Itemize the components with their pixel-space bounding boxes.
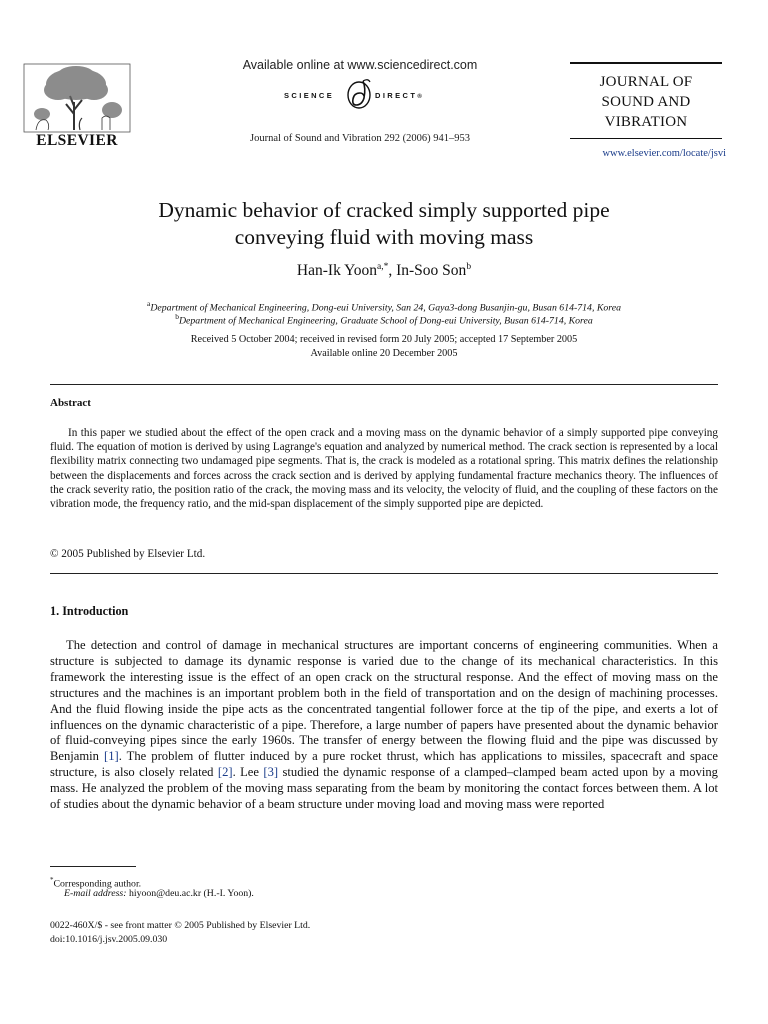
author-list: Han-Ik Yoon$^{a,*}$, In-Soo Son$^b$ — [296, 262, 472, 280]
sciencedirect-d-icon — [346, 78, 374, 112]
journal-title: JOURNAL OF SOUND AND VIBRATION — [599, 74, 693, 130]
reference-link[interactable]: [2] — [217, 765, 233, 780]
copyright-notice: © 2005 Published by Elsevier Ltd. — [50, 548, 206, 560]
publisher-wordmark: ELSEVIER — [36, 132, 118, 149]
corresponding-author-note: *Corresponding author. — [50, 876, 142, 890]
doi-line[interactable]: doi:10.1016/j.jsv.2005.09.030 — [50, 934, 168, 945]
elsevier-tree-logo-icon — [22, 62, 132, 134]
paper-title: Dynamic behavior of cracked simply supported pipe conveying fluid with moving mass — [158, 198, 610, 249]
author-name: Han-Ik Yoon — [296, 262, 378, 280]
email-note: E-mail address: hiyoon@deu.ac.kr (H.-I. Yoon). — [64, 888, 254, 899]
issn-line: 0022-460X/$ - see front matter © 2005 Published by Elsevier Ltd. — [50, 920, 311, 931]
author-name: In-Soo Son — [396, 262, 467, 280]
author-affiliation-marker: b — [466, 262, 472, 272]
abstract-text: In this paper we studied about the effect of the open crack and a moving mass on the dynamic behavior of a simply supported pipe conveying fluid. The equation of motion is derived by using Lagrange's equation and analyzed by numerical method. The crack section is represented by a local flexibility matrix connecting two undamaged pipe segments. That is, the crack is modeled as a rotational spring. This matrix defines the relationship between the displacements and forces across the crack section and is derived by applying fundamental fracture mechanics theory. The influences of the crack severity ratio, the position ratio of the crack, the moving mass and its velocity, the velocity of fluid, and the coupling of these factors on the vibration mode, the frequency ratio, and the mid-span displacement of the simply supported pipe are depicted. — [50, 427, 718, 511]
affiliation: $^a$Department of Mechanical Engineering, Dong-eui University, San 24, Gaya3-dong Busanjin-gu, Busan 614-714, Korea — [147, 299, 621, 314]
sciencedirect-right-text: DIRECT® — [375, 91, 422, 100]
journal-citation: Journal of Sound and Vibration 292 (2006) 941–953 — [250, 133, 470, 144]
available-online-notice[interactable]: Available online at www.sciencedirect.com — [242, 58, 478, 72]
email-address[interactable]: hiyoon@deu.ac.kr (H.-I. Yoon). — [126, 888, 254, 899]
divider — [50, 573, 718, 574]
sciencedirect-left-text: SCIENCE — [284, 91, 335, 100]
publication-dates: Received 5 October 2004; received in revised form 20 July 2005; accepted 17 September 2005 Available online 20 December 2005 — [190, 334, 578, 359]
divider — [50, 384, 718, 385]
reference-link[interactable]: [3] — [263, 765, 279, 780]
article-identifiers — [50, 919, 310, 947]
introduction-paragraph: The detection and control of damage in mechanical structures are important concerns of engineering communities. When a structure is subjected to damage its dynamic response is varied due to the change of its mechanical characteristics. In this framework the interesting issue is the effect of an open crack on the structural response. And the effect of moving mass on the structures and the machines is an important problem both in the field of transportation and on the design of machining processes. And the fluid flowing inside the pipe acts as the concentrated tangential follower force at the tip of the pipe, and exerts a lot of influences on the dynamic characteristic of a pipe. Therefore, a large number of papers have presented about the dynamic behavior of fluid-conveying pipes since the early 1960s. The transfer of energy between the flowing fluid and the pipe was discussed by Benjamin [1]. The problem of flutter induced by a pure rocket thrust, which has applications to missiles, spacecraft and space structure, is also closely related [2]. Lee [3] studied the dynamic response of a clamped–clamped beam acted upon by a moving mass. He analyzed the problem of the moving mass separating from the beam by monitoring the contact forces between them. A lot of studies about the dynamic behavior of a beam structure under moving load and moving mass were reported — [50, 638, 718, 812]
reference-link[interactable]: [1] — [104, 749, 119, 764]
footnote-divider — [50, 866, 136, 867]
journal-url-link[interactable]: www.elsevier.com/locate/jsvi — [602, 148, 726, 159]
section-heading: 1. Introduction — [50, 604, 129, 618]
journal-rule-top — [570, 62, 722, 64]
affiliation: $^b$Department of Mechanical Engineering, Graduate School of Dong-eui University, Busan 614-714, Korea — [175, 312, 593, 327]
author-affiliation-marker: a,* — [377, 262, 389, 272]
abstract-heading: Abstract — [50, 397, 91, 409]
journal-rule-bottom — [570, 138, 722, 139]
sciencedirect-logo — [250, 78, 470, 112]
